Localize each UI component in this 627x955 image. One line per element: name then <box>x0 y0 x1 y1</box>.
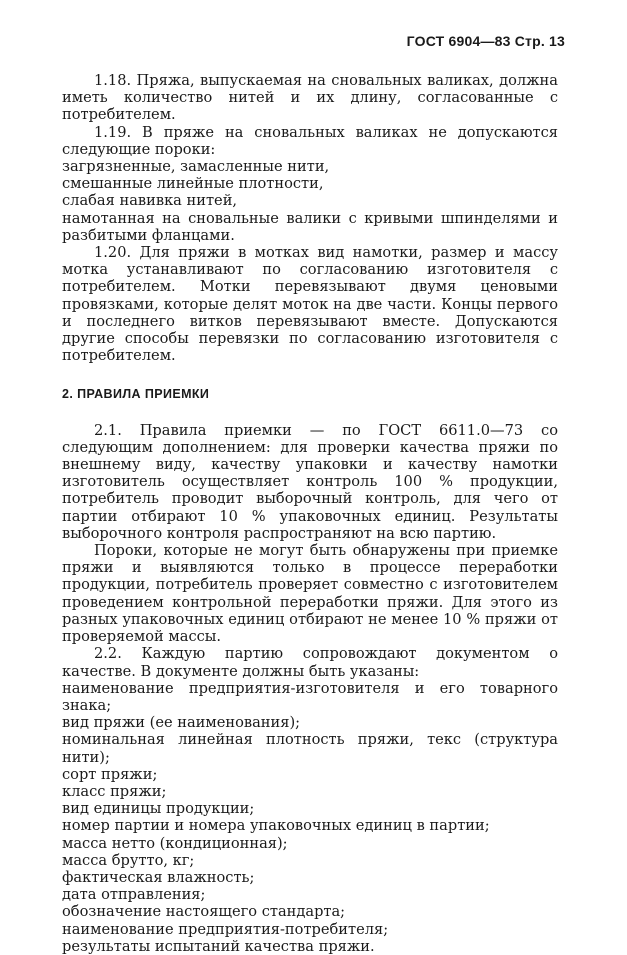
defect-item: загрязненные, замасленные нити, <box>62 158 330 176</box>
standard-number: ГОСТ 6904—83 <box>406 33 511 49</box>
clause-2-1-continued: Пороки, которые не могут быть обнаружены при приемке пряжи и выявляются только в процессе переработки продукции, потребитель проверяет совместно с изготовителем проведением контрольной переработки пряжи. Для этого из разных упаковочных единиц отбирают не менее 10 % пряжи от проверяемой массы. <box>62 542 558 646</box>
document-item: дата отправления; <box>62 886 206 904</box>
document-item: класс пряжи; <box>62 782 167 800</box>
clause-2-2: 2.2. Каждую партию сопровождают документом о качестве. В документе должны быть указаны: <box>62 645 558 680</box>
document-item: наименование предприятия-изготовителя и его товарного знака; <box>62 679 558 714</box>
document-item: наименование предприятия-потребителя; <box>62 920 389 938</box>
clause-1-18: 1.18. Пряжа, выпускаемая на сновальных валиках, должна иметь количество нитей и их длину, согласованные с потребителем. <box>62 72 558 124</box>
document-item: сорт пряжи; <box>62 765 158 783</box>
document-item: номинальная линейная плотность пряжи, текс (структура нити); <box>62 731 558 766</box>
clause-1-20: 1.20. Для пряжи в мотках вид намотки, размер и массу мотка устанавливают по согласованию изготовителя с потребителем. Мотки перевязывают двумя ценовыми провязками, которые делят моток на две части. Концы первого и последнего витков перевязывают вместе. Допускаются другие способы перевязки по согласованию изготовителя с потребителем. <box>62 244 558 365</box>
page-number: Стр. 13 <box>514 33 565 49</box>
defect-item: намотанная на сновальные валики с кривыми шпинделями и разбитыми фланцами. <box>62 209 558 244</box>
document-item: фактическая влажность; <box>62 868 255 886</box>
defect-item: смешанные линейные плотности, <box>62 175 324 193</box>
clause-1-19: 1.19. В пряже на сновальных валиках не допускаются следующие пороки: <box>62 123 558 158</box>
document-item: результаты испытаний качества пряжи. <box>62 937 375 955</box>
document-item: масса нетто (кондиционная); <box>62 834 288 852</box>
document-item: масса брутто, кг; <box>62 851 195 869</box>
page-header <box>407 33 565 49</box>
document-item: номер партии и номера упаковочных единиц в партии; <box>62 817 490 835</box>
document-item: вид пряжи (ее наименования); <box>62 714 301 732</box>
document-item: вид единицы продукции; <box>62 800 255 818</box>
section-title: 2. ПРАВИЛА ПРИЕМКИ <box>62 387 210 402</box>
document-item: обозначение настоящего стандарта; <box>62 903 346 921</box>
defect-item: слабая навивка нитей, <box>62 192 238 210</box>
clause-2-1: 2.1. Правила приемки — по ГОСТ 6611.0—73 со следующим дополнением: для проверки качества пряжи по внешнему виду, качеству упаковки и качеству намотки изготовитель осуществляет контроль 100 % продукции, потребитель проводит выборочный контроль, для чего от партии отбирают 10 % упаковочных единиц. Результаты выборочного контроля распространяют на всю партию. <box>62 421 558 542</box>
document-body <box>62 72 558 955</box>
